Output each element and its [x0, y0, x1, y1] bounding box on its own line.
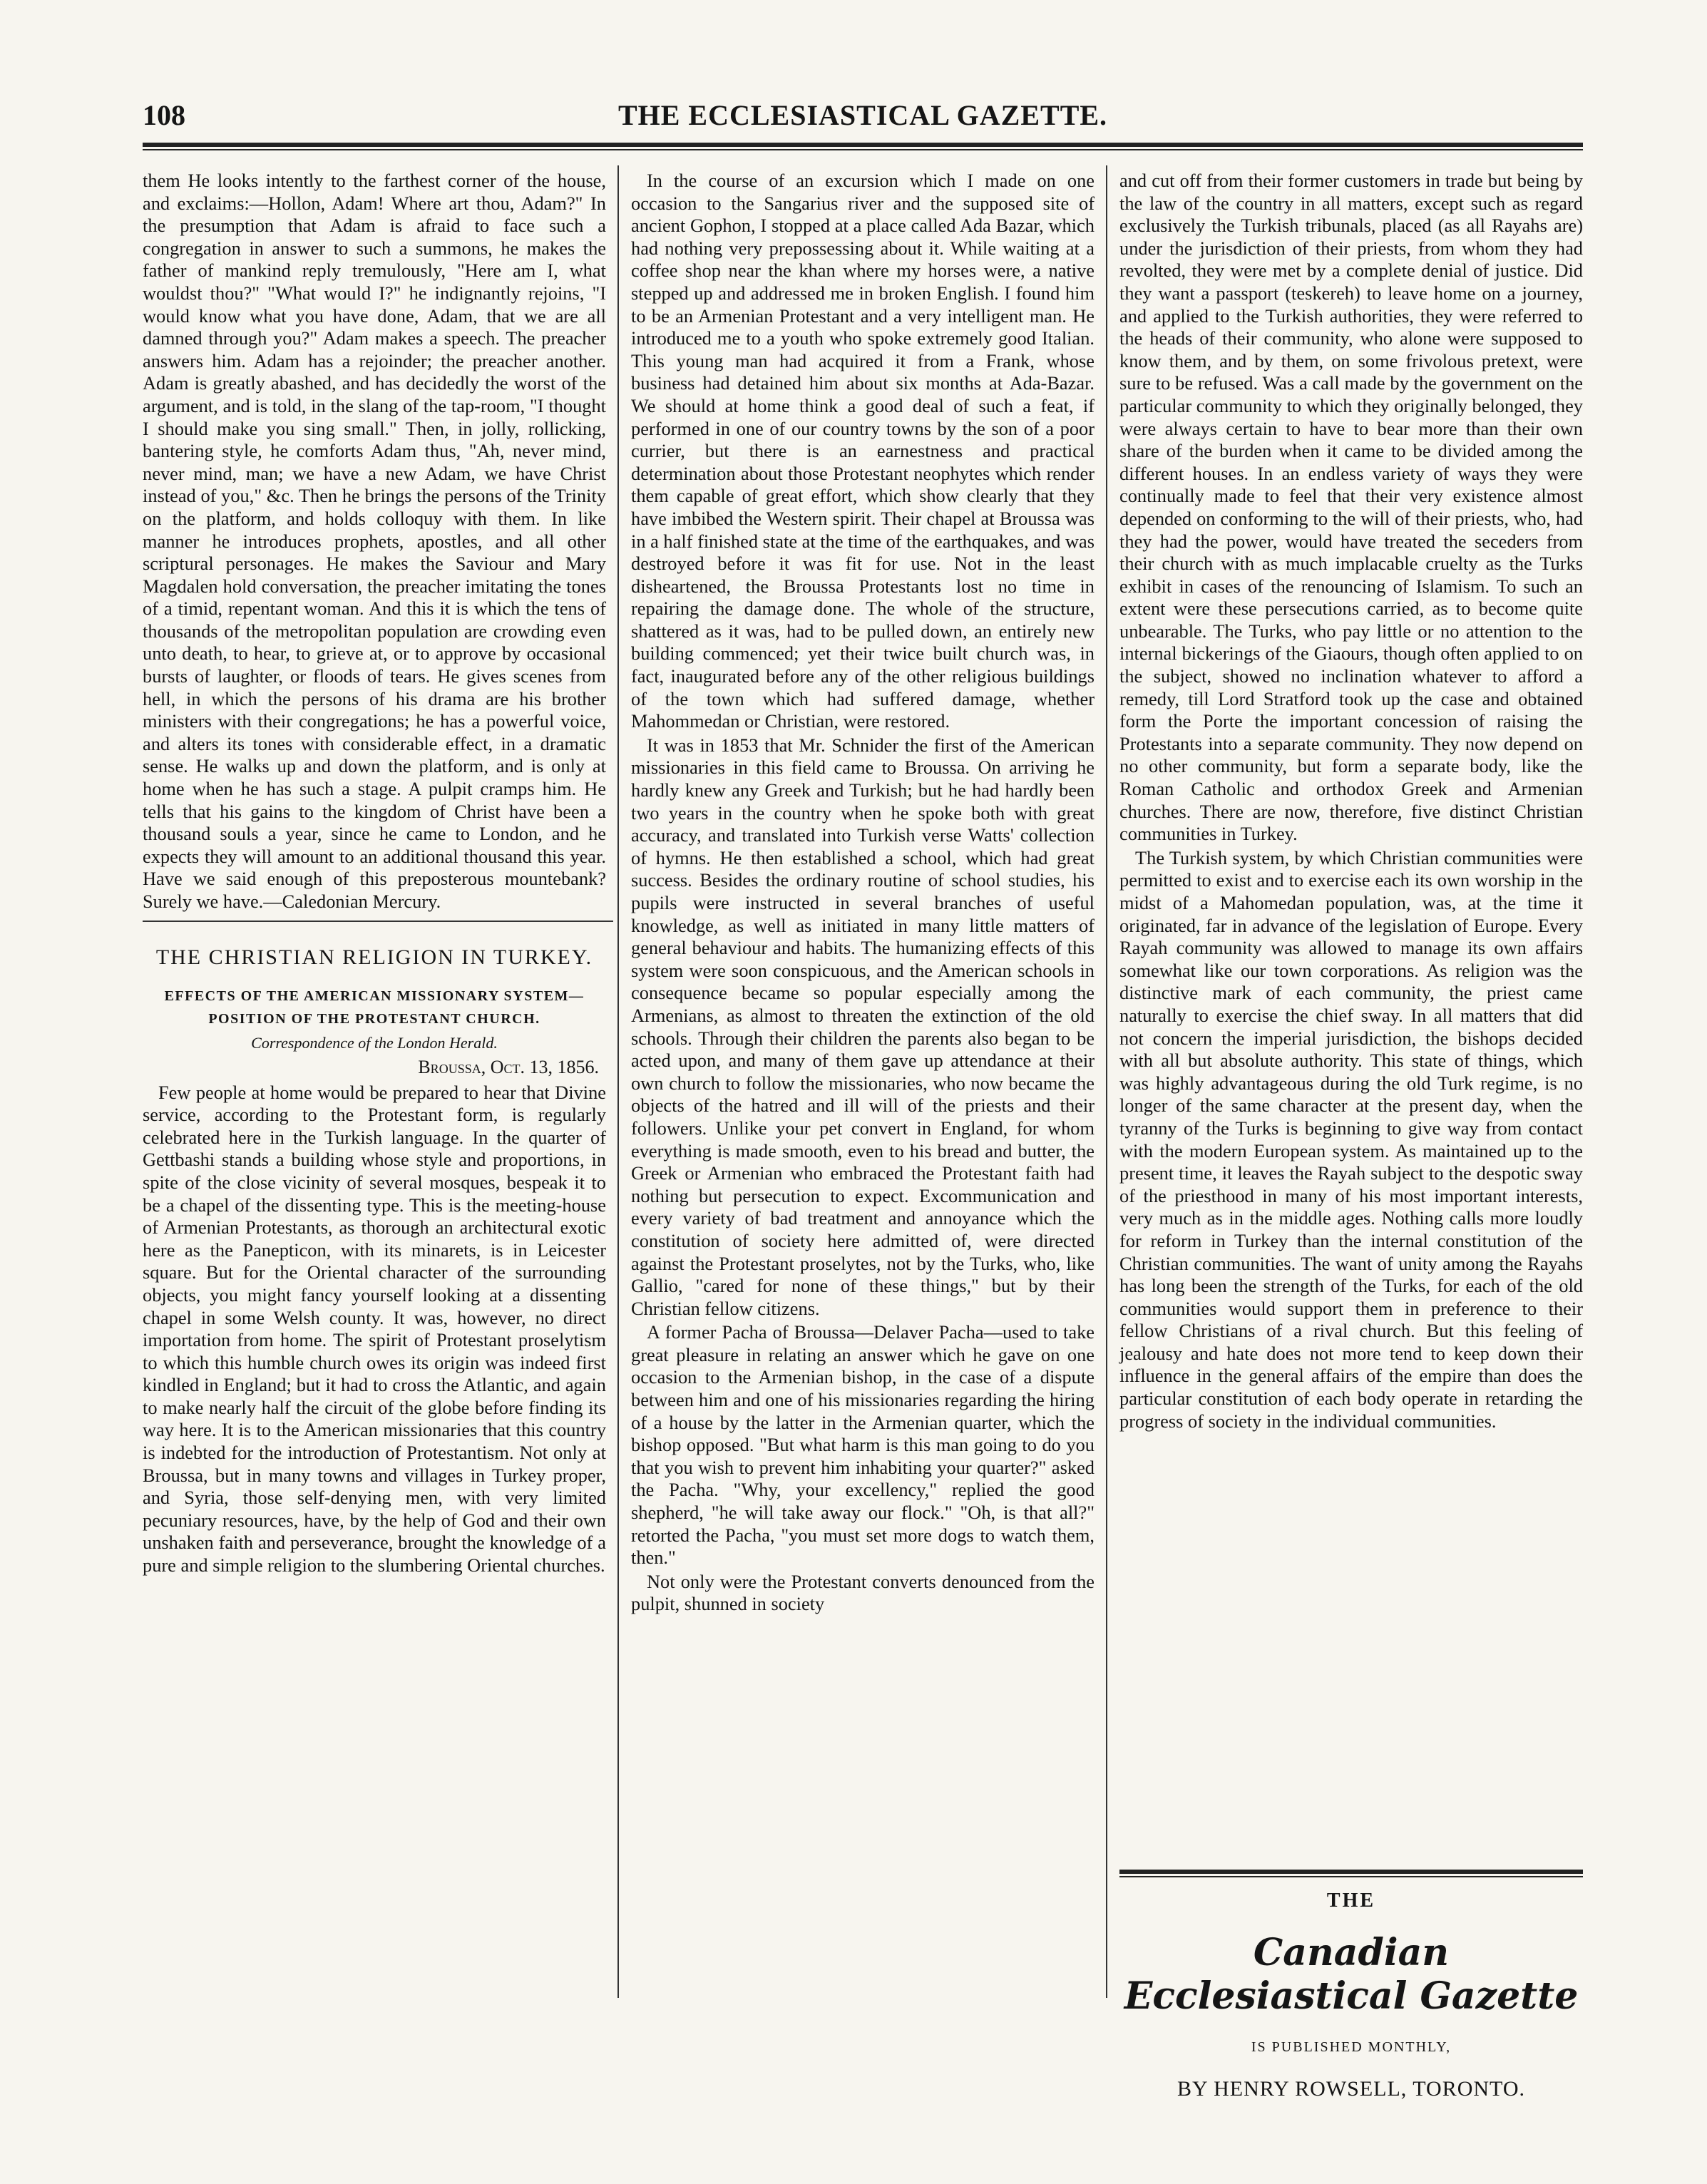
column-3 — [1119, 170, 1583, 1434]
article-paragraph: The Turkish system, by which Christian communities were permitted to exist and to exercise each its own worship in the midst of a Mahomedan population, was, at the time it originated, far in advance of the legislation of Europe. Every Rayah community was allowed to manage its own affairs somewhat like our town corporations. As religion was the distinctive mark of each community, the priest came naturally to exercise the chief sway. In all matters that did not concern the imperial jurisdiction, the bishops decided with all but absolute authority. This state of things, which was highly advantageous during the old Turk regime, is no longer of the same character at the present day, when the tyranny of the Turks is beginning to give way from contact with the modern European system. As maintained up to the present time, it leaves the Rayah subject to the despotic sway of the priesthood in many of his most important interests, very much as in the middle ages. Nothing calls more loudly for reform in Turkey than the internal constitution of the Christian communities. The want of unity among the Rayahs has long been the strength of the Turks, for each of the old communities would support them in preference to their fellow Christians of a rival church. But this feeling of jealousy and hate does not more tend to keep down their influence in the general affairs of the empire than does the particular constitution of each body operate in retarding the progress of society in the individual communities. — [1119, 846, 1583, 1432]
correspondence-line: Correspondence of the London Herald. — [251, 1034, 498, 1052]
dateline: Broussa, Oct. 13, 1856. — [418, 1056, 599, 1077]
section-rule — [143, 921, 613, 922]
notice-publication-name: Canadian Ecclesiastical Gazette — [1124, 1931, 1579, 2018]
section-title: THE CHRISTIAN RELIGION IN TURKEY. — [155, 945, 593, 969]
publication-notice — [1119, 1890, 1583, 2101]
notice-rule — [1119, 1870, 1583, 1877]
article-paragraph: It was in 1853 that Mr. Schnider the first of the American missionaries in this field came to Broussa. On arriving he hardly knew any Greek and Turkish; but he had hardly been two years in the country when he spoke both with great accuracy, and translated into Turkish verse Watts' collection of hymns. He then established a school, which had great success. Besides the ordinary routine of school studies, his pupils were instructed in several branches of useful knowledge, as well as initiated in many little matters of general behaviour and habits. The humanizing effects of this system were soon conspicuous, and the American schools in consequence became so popular especially among the Armenians, as almost to threaten the extinction of the old schools. Through their children the parents also began to be acted upon, and many of them gave up attendance at their own church to follow the missionaries, who now became the objects of the hatred and ill will of the priests and their followers. Unlike your pet convert in England, for whom everything is made smooth, even to his bread and butter, the Greek or Armenian who embraced the Protestant faith had nothing but persecution to expect. Excommunication and every variety of bad treatment and annoyance which the constitution of society here admitted of, were directed against the Protestant proselytes, not by the Turks, who, like Gallio, "cared for none of these things," but by their Christian fellow citizens. — [631, 734, 1095, 1319]
header-rule — [143, 143, 1583, 150]
notice-publisher: BY HENRY ROWSELL, TORONTO. — [1177, 2077, 1525, 2101]
article-paragraph: Few people at home would be prepared to hear that Divine service, according to the Protestant form, is regularly celebrated here in the Turkish language. In the quarter of Gettbashi stands a building whose style and proportions, in spite of the close vicinity of several mosques, bespeak it to be a chapel of the dissenting type. This is the meeting-house of Armenian Protestants, as thorough an architectural exotic here as the Panepticon, with its minarets, is in Leicester square. But for the Oriental character of the surrounding objects, you might fancy yourself looking at a dissenting chapel in some Welsh county. It was, however, no direct importation from home. The spirit of Protestant proselytism to which this humble church owes its origin was indeed first kindled in England; but it had to cross the Atlantic, and again to make nearly half the circuit of the globe before finding its way here. It is to the American missionaries that this country is indebted for the introduction of Protestantism. Not only at Broussa, but in many towns and villages in Turkey proper, and Syria, those self-denying men, with very limited pecuniary resources, have, by the help of God and their own unshaken faith and perseverance, brought the knowledge of a pure and simple religion to the slumbering Oriental churches. — [143, 1081, 606, 1577]
column-2 — [631, 170, 1095, 1617]
gazette-title: THE ECCLESIASTICAL GAZETTE. — [617, 99, 1108, 131]
section-subhead: EFFECTS OF THE AMERICAN MISSIONARY SYSTEM—POSITION OF THE PROTESTANT CHURCH. — [164, 988, 585, 1027]
notice-frequency: IS PUBLISHED MONTHLY, — [1251, 2039, 1452, 2055]
article-paragraph: A former Pacha of Broussa—Delaver Pacha—used to take great pleasure in relating an answer which he gave on one occasion to the Armenian bishop, in the case of a dispute between him and one of his missionaries regarding the hiring of a house by the latter in the Armenian quarter, which the bishop opposed. "But what harm is this man going to do you that you wish to prevent him inhabiting your quarter?" asked the Pacha. "Why, your excellency," replied the good shepherd, "he will take away our flock." "Oh, is that all?" retorted the Pacha, "you must set more dogs to watch them, then." — [631, 1321, 1095, 1569]
column-1 — [143, 170, 606, 1579]
page-number: 108 — [143, 99, 185, 131]
page-header — [143, 98, 1583, 141]
column-divider — [1106, 165, 1107, 1998]
article-paragraph: and cut off from their former customers in trade but being by the law of the country in all matters, except such as regard exclusively the Turkish tribunals, placed (as all Rayahs are) under the jurisdiction of their priests, from whom they had revolted, they were met by a complete denial of justice. Did they want a passport (teskereh) to leave home on a journey, and applied to the Turkish authorities, they were referred to the heads of their community, who alone were supposed to know them, and by them, on some frivolous pretext, were sure to be refused. Was a call made by the government on the particular community to which they originally belonged, they were always certain to have to bear more than their own share of the burden when it came to be divided among the different houses. In an endless variety of ways they were continually made to feel that their very existence almost depended on conforming to the will of their priests, who, had they had the power, would have treated the seceders from their church with as much implacable cruelty as the Turks exhibit in cases of the renouncing of Islamism. To such an extent were these persecutions carried, as to become quite unbearable. The Turks, who pay little or no attention to the internal bickerings of the Giaours, though often applied to on the subject, showed no inclination whatever to afford a remedy, till Lord Stratford took up the case and obtained form the Porte the important concession of raising the Protestants into a separate community. They now depend on no other community, but form a separate body, like the Roman Catholic and orthodox Greek and Armenian churches. There are now, therefore, five distinct Christian communities in Turkey. — [1119, 170, 1583, 845]
notice-the: THE — [1326, 1890, 1376, 1912]
article-continuation: them He looks intently to the farthest corner of the house, and exclaims:—Hollon, Adam! Where art thou, Adam?" In the presumption that Adam is afraid to face such a congregation in answer to such a summons, he makes the father of mankind reply tremulously, "Here am I, what wouldst thou?" "What would I?" he indignantly rejoins, "I would know what you have done, Adam, that we are all damned through you?" Adam makes a speech. The preacher answers him. Adam has a rejoinder; the preacher another. Adam is greatly abashed, and has decidedly the worst of the argument, and is told, in the slang of the tap-room, "I thought I should make you sing small." Then, in jolly, rollicking, bantering style, he comforts Adam thus, "Ah, never mind, never mind, man; we have a new Adam, we have Christ instead of you," &c. Then he brings the persons of the Trinity on the platform, and holds colloquy with them. In like manner he introduces prophets, apostles, and all other scriptural personages. He makes the Saviour and Mary Magdalen hold conversation, the preacher imitating the tones of a timid, repentant woman. And this it is which the tens of thousands of the metropolitan population are crowding even unto death, to hear, to grieve at, or to approve by occasional bursts of laughter, or floods of tears. He gives scenes from hell, in which the persons of his drama are his brother ministers with their congregations; he has a powerful voice, and alters its tones with considerable effect, in a dramatic sense. He walks up and down the platform, and is only at home when he has such a stage. A pulpit cramps him. He tells that his gains to the kingdom of Christ have been a thousand souls a year, since he came to London, and he expects they will amount to an additional thousand this year. Have we said enough of this preposterous mountebank? Surely we have.—Caledonian Mercury. — [143, 170, 606, 912]
column-divider — [617, 165, 619, 1998]
article-paragraph: In the course of an excursion which I made on one occasion to the Sangarius river and the supposed site of ancient Gophon, I stopped at a place called Ada Bazar, which had nothing very prepossessing about it. While waiting at a coffee shop near the khan where my horses were, a native stepped up and addressed me in broken English. I found him to be an Armenian Protestant and a very intelligent man. He introduced me to a youth who spoke extremely good Italian. This young man had acquired it from a Frank, whose business had detained him about six months at Ada-Bazar. We should at home think a good deal of such a feat, if performed in one of our country towns by the son of a poor currier, but there is an earnestness and practical determination about those Protestant neophytes which render them capable of great effort, which show clearly that they have imbibed the Western spirit. Their chapel at Broussa was in a half finished state at the time of the earthquakes, and was destroyed before it was fit for use. Not in the least disheartened, the Broussa Protestants lost no time in repairing the damage done. The whole of the structure, shattered as it was, had to be pulled down, an entirely new building commenced; yet their twice built church was, in fact, inaugurated before any of the other religious buildings of the town which had suffered damage, whether Mahommedan or Christian, were restored. — [631, 170, 1095, 732]
article-paragraph: Not only were the Protestant converts denounced from the pulpit, shunned in society — [631, 1570, 1095, 1615]
